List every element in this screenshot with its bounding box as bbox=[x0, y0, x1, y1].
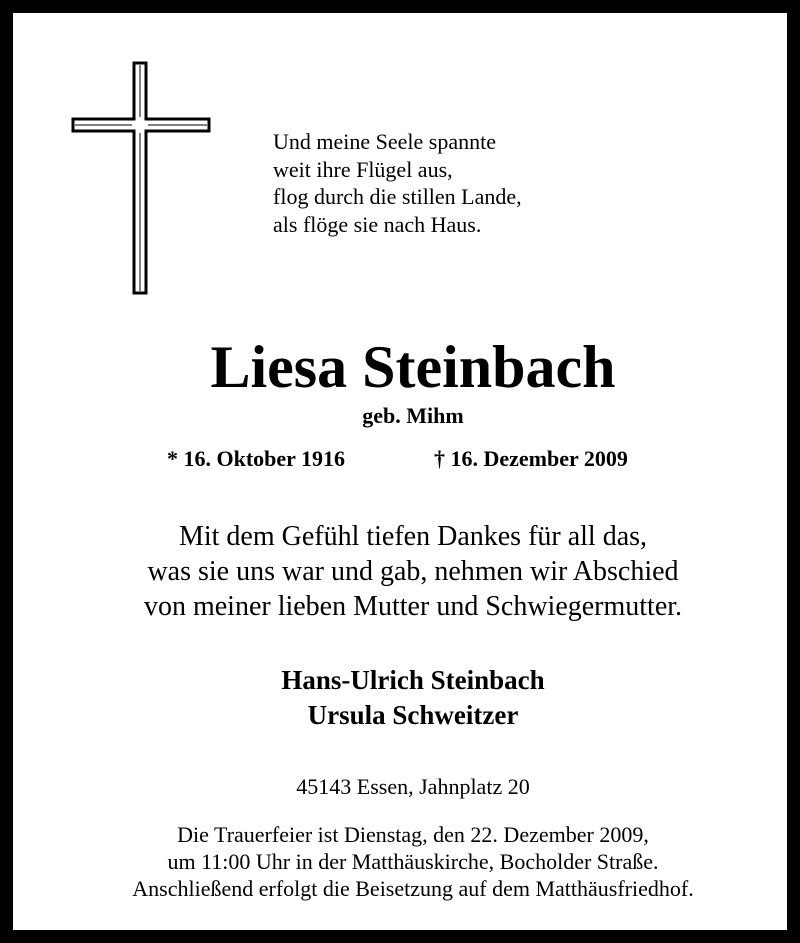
service-line: Die Trauerfeier ist Dienstag, den 22. Dezember 2009, bbox=[177, 822, 649, 847]
mourner-name: Hans-Ulrich Steinbach bbox=[281, 665, 545, 695]
poem-line: als flöge sie nach Haus. bbox=[273, 211, 482, 237]
maiden-name: geb. Mihm bbox=[362, 403, 464, 428]
latin-cross-icon bbox=[71, 61, 211, 295]
service-line: um 11:00 Uhr in der Matthäuskirche, Bocholder Straße. bbox=[167, 849, 659, 874]
birth-date: * 16. Oktober 1916 bbox=[167, 446, 346, 471]
deceased-name: Liesa Steinbach bbox=[210, 334, 616, 400]
poem bbox=[273, 128, 633, 238]
message-line: was sie uns war und gab, nehmen wir Abschied bbox=[147, 556, 679, 587]
poem-line: weit ihre Flügel aus, bbox=[273, 156, 453, 182]
message-line: von meiner lieben Mutter und Schwiegermutter. bbox=[143, 591, 683, 622]
address: 45143 Essen, Jahnplatz 20 bbox=[296, 774, 530, 799]
mourner-name: Ursula Schweitzer bbox=[307, 700, 519, 730]
poem-line: flog durch die stillen Lande, bbox=[273, 184, 522, 209]
farewell-message bbox=[13, 519, 800, 624]
service-info bbox=[13, 821, 800, 902]
service-line: Anschließend erfolgt die Beisetzung auf dem Matthäusfriedhof. bbox=[132, 876, 694, 901]
message-line: Mit dem Gefühl tiefen Dankes für all das, bbox=[178, 521, 648, 552]
mourners bbox=[13, 663, 800, 733]
poem-line: Und meine Seele spannte bbox=[273, 129, 496, 154]
death-date: † 16. Dezember 2009 bbox=[434, 446, 628, 471]
